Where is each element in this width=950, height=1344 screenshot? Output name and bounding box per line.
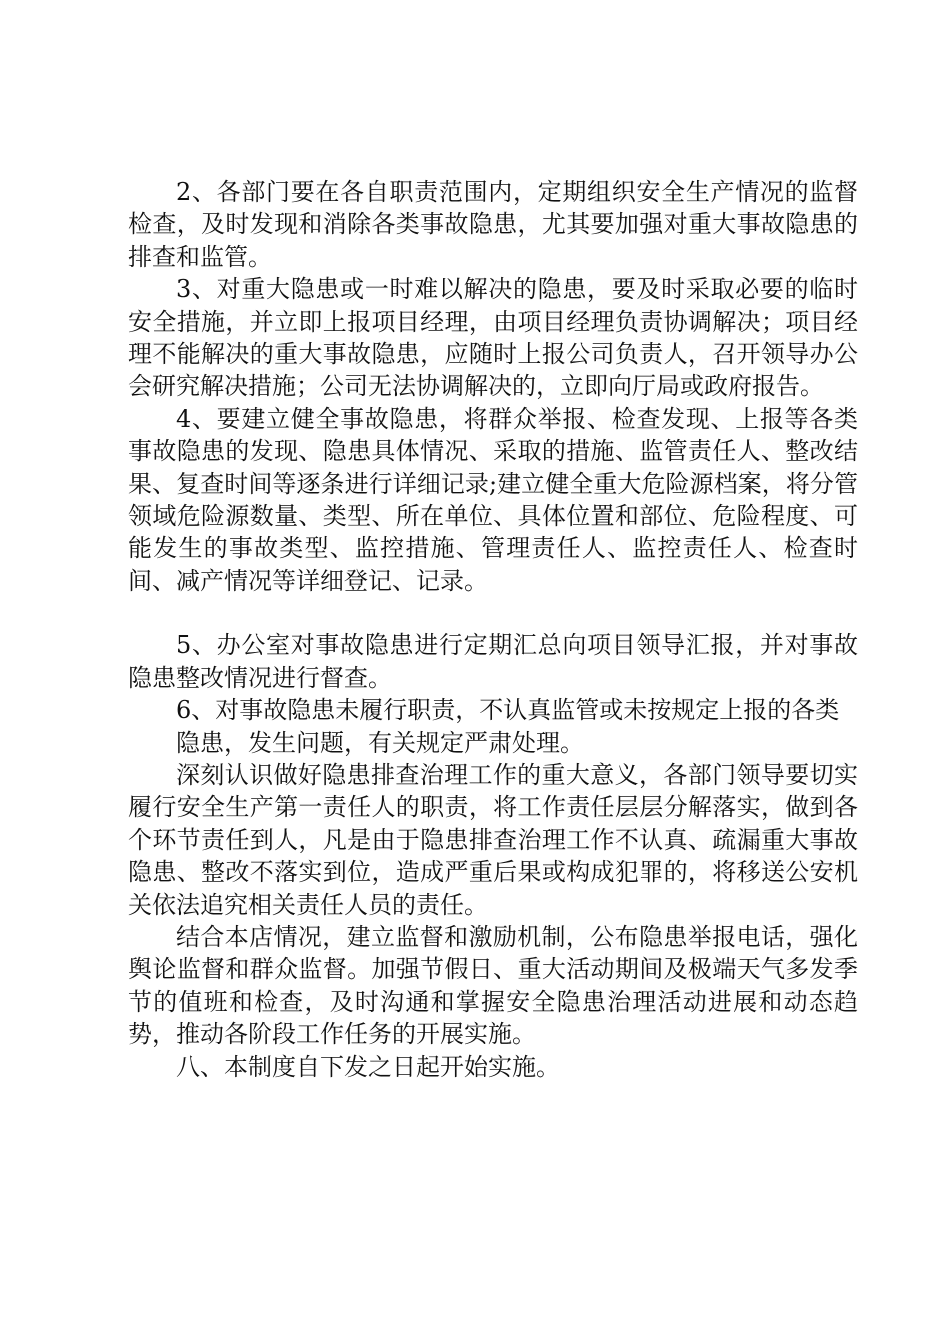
paragraph-3: 3、对重大隐患或一时难以解决的隐患，要及时采取必要的临时安全措施，并立即上报项目经理，由项目经理负责协调解决；项目经理不能解决的重大事故隐患，应随时上报公司负责人，召开领导办公会研究解决措施；公司无法协调解决的，立即向厅局或政府报告。 (128, 275, 858, 401)
paragraph-awareness: 深刻认识做好隐患排查治理工作的重大意义，各部门领导要切实履行安全生产第一责任人的职责，将工作责任层层分解落实，做到各个环节责任到人，凡是由于隐患排查治理工作不认真、疏漏重大事故隐患、整改不落实到位，造成严重后果或构成犯罪的，将移送公安机关依法追究相关责任人员的责任。 (128, 760, 858, 919)
paragraph-4: 4、要建立健全事故隐患，将群众举报、检查发现、上报等各类事故隐患的发现、隐患具体情况、采取的措施、监管责任人、整改结果、复查时间等逐条进行详细记录;建立健全重大危险源档案，将分管领域危险源数量、类型、所在单位、具体位置和部位、危险程度、可能发生的事故类型、监控措施、管理责任人、监控责任人、检查时间、减产情况等详细登记、记录。 (128, 404, 858, 595)
paragraph-2: 2、各部门要在各自职责范围内，定期组织安全生产情况的监督检查，及时发现和消除各类事故隐患，尤其要加强对重大事故隐患的排查和监管。 (128, 178, 858, 271)
paragraph-supervision: 结合本店情况，建立监督和激励机制，公布隐患举报电话，强化舆论监督和群众监督。加强节假日、重大活动期间及极端天气多发季节的值班和检查，及时沟通和掌握安全隐患治理活动进展和动态趋势，推动各阶段工作任务的开展实施。 (128, 922, 858, 1049)
paragraph-6-continued: 隐患，发生问题，有关规定严肃处理。 (176, 728, 584, 757)
paragraph-effective-date: 八、本制度自下发之日起开始实施。 (176, 1052, 560, 1081)
document-body (128, 176, 858, 1083)
paragraph-5: 5、办公室对事故隐患进行定期汇总向项目领导汇报，并对事故隐患整改情况进行督查。 (128, 631, 858, 692)
paragraph-6: 6、对事故隐患未履行职责，不认真监管或未按规定上报的各类 (176, 696, 840, 725)
